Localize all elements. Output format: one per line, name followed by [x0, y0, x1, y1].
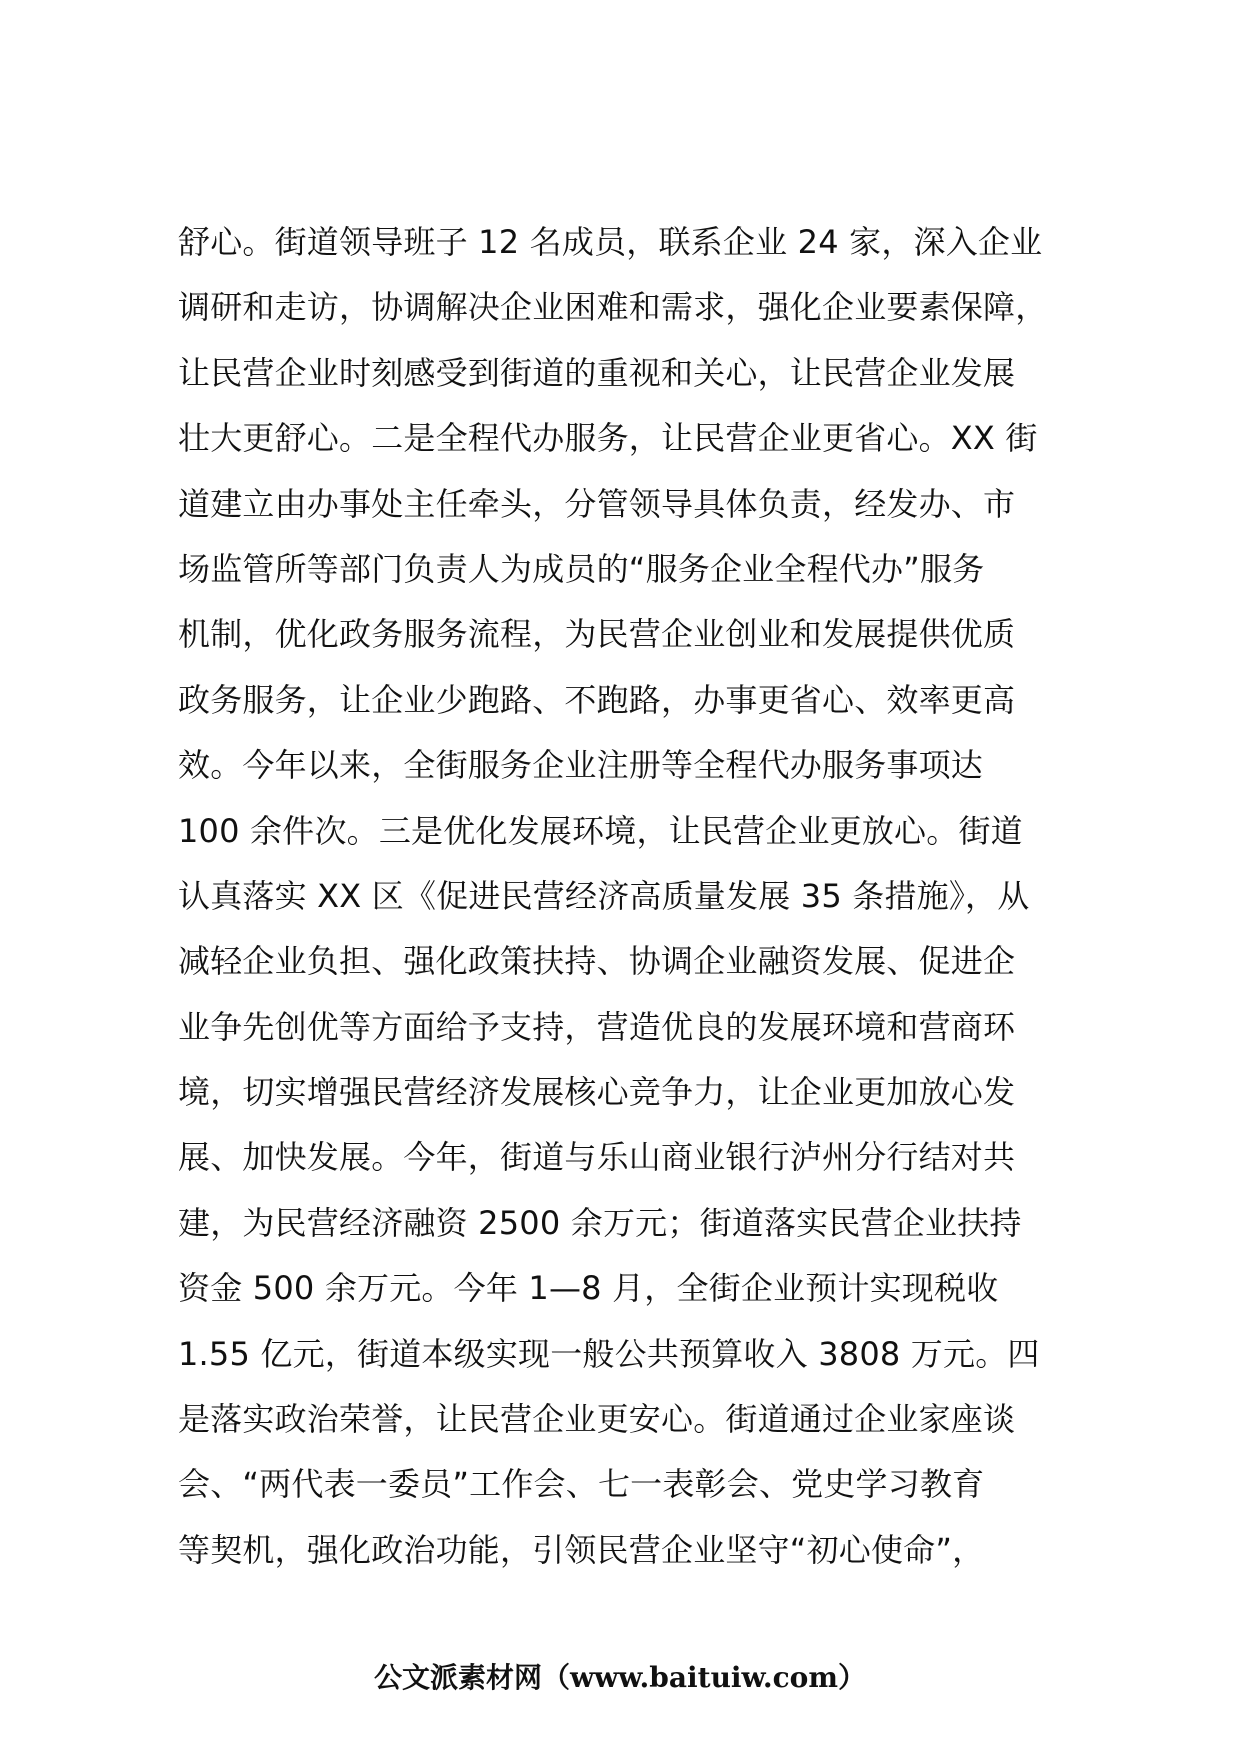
text-line: 场监管所等部门负责人为成员的“服务企业全程代办”服务: [178, 549, 985, 588]
text-line: 等契机，强化政治功能，引领民营企业坚守“初心使命”，: [178, 1530, 985, 1569]
text-line: 资金 500 余万元。今年 1—8 月，全街企业预计实现税收: [178, 1269, 999, 1308]
text-line: 减轻企业负担、强化政策扶持、协调企业融资发展、促进企: [178, 942, 1016, 981]
text-line: 认真落实 XX 区《促进民营经济高质量发展 35 条措施》，从: [178, 876, 1030, 915]
text-line: 业争先创优等方面给予支持，营造优良的发展环境和营商环: [178, 1007, 1016, 1046]
text-line: 壮大更舒心。二是全程代办服务，让民营企业更省心。XX 街: [178, 419, 1038, 458]
text-line: 机制，优化政务服务流程，为民营企业创业和发展提供优质: [178, 615, 1016, 654]
body-text: [178, 210, 1098, 1583]
text-line: 效。今年以来，全街服务企业注册等全程代办服务事项达: [178, 746, 984, 785]
text-line: 让民营企业时刻感受到街道的重视和关心，让民营企业发展: [178, 353, 1016, 392]
text-line: 调研和走访，协调解决企业困难和需求，强化企业要素保障，: [178, 288, 1048, 327]
page-footer: 公文派素材网（www.baituiw.com）: [374, 1661, 866, 1694]
text-line: 政务服务，让企业少跑路、不跑路，办事更省心、效率更高: [178, 680, 1016, 719]
text-line: 道建立由办事处主任牵头，分管领导具体负责，经发办、市: [178, 484, 1016, 523]
text-line: 100 余件次。三是优化发展环境，让民营企业更放心。街道: [178, 811, 1023, 850]
text-line: 1.55 亿元，街道本级实现一般公共预算收入 3808 万元。四: [178, 1334, 1040, 1373]
text-line: 会、“两代表一委员”工作会、七一表彰会、党史学习教育: [178, 1465, 985, 1504]
text-line: 舒心。街道领导班子 12 名成员，联系企业 24 家，深入企业: [178, 223, 1043, 261]
text-line: 是落实政治荣誉，让民营企业更安心。街道通过企业家座谈: [178, 1400, 1016, 1439]
text-line: 建，为民营经济融资 2500 余万元；街道落实民营企业扶持: [178, 1203, 1022, 1242]
text-line: 境，切实增强民营经济发展核心竞争力，让企业更加放心发: [178, 1073, 1016, 1112]
text-line: 展、加快发展。今年，街道与乐山商业银行泸州分行结对共: [178, 1138, 1016, 1177]
